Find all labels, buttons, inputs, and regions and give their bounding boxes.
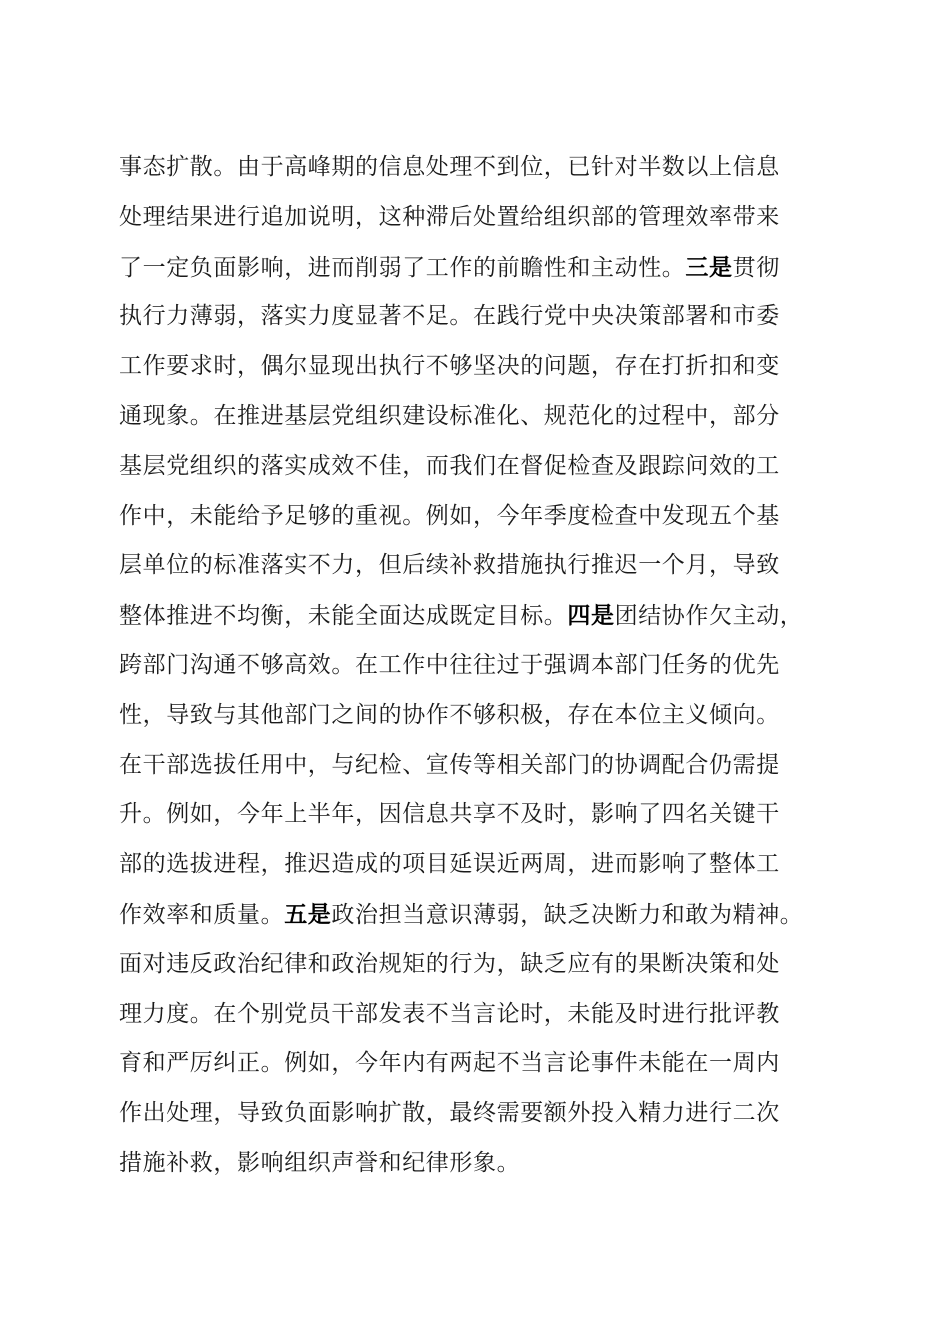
text-segment: 性，导致与其他部门之间的协作不够积极，存在本位主义倾向。	[119, 701, 780, 728]
text-line	[119, 741, 839, 791]
text-segment: 处理结果进行追加说明，这种滞后处置给组织部的管理效率带来	[119, 203, 780, 230]
document-body	[119, 143, 839, 1189]
text-segment: 作效率和质量。	[119, 901, 285, 928]
text-segment: 政治担当意识薄弱，缺乏决断力和敢为精神。	[331, 901, 804, 928]
text-line	[119, 292, 839, 342]
text-segment: 事态扩散。由于高峰期的信息处理不到位，已针对半数以上信息	[119, 154, 780, 180]
text-segment: 面对违反政治纪律和政治规矩的行为，缺乏应有的果断决策和处	[119, 950, 780, 977]
text-line	[119, 990, 839, 1040]
text-segment: 理力度。在个别党员干部发表不当言论时，未能及时进行批评教	[119, 1000, 780, 1027]
text-line	[119, 591, 839, 641]
text-segment: 部的选拔进程，推迟造成的项目延误近两周，进而影响了整体工	[119, 851, 780, 878]
text-segment: 措施补救，影响组织声誉和纪律形象。	[119, 1149, 521, 1176]
text-segment: 团结协作欠主动，	[614, 603, 804, 630]
text-segment: 贯彻	[732, 254, 780, 281]
text-segment: 通现象。在推进基层党组织建设标准化、规范化的过程中，部分	[119, 402, 780, 429]
text-line	[119, 541, 839, 591]
text-line	[119, 442, 839, 492]
text-line	[119, 641, 839, 691]
text-segment: 作中，未能给予足够的重视。例如，今年季度检查中发现五个基	[119, 502, 780, 529]
text-line	[119, 940, 839, 990]
text-segment: 在干部选拔任用中，与纪检、宣传等相关部门的协调配合仍需提	[119, 751, 780, 778]
text-line	[119, 691, 839, 741]
text-line	[119, 243, 839, 293]
text-line	[119, 1089, 839, 1139]
text-segment: 作出处理，导致负面影响扩散，最终需要额外投入精力进行二次	[119, 1100, 780, 1127]
text-line	[119, 193, 839, 243]
text-line	[119, 790, 839, 840]
text-line	[119, 492, 839, 542]
bold-heading-marker: 四是	[567, 602, 615, 630]
text-line	[119, 840, 839, 890]
text-segment: 跨部门沟通不够高效。在工作中往往过于强调本部门任务的优先	[119, 651, 780, 678]
text-segment: 基层党组织的落实成效不佳，而我们在督促检查及跟踪问效的工	[119, 452, 780, 479]
text-line	[119, 392, 839, 442]
text-segment: 整体推进不均衡，未能全面达成既定目标。	[119, 603, 568, 630]
text-segment: 了一定负面影响，进而削弱了工作的前瞻性和主动性。	[119, 254, 686, 281]
text-line	[119, 890, 839, 940]
text-line	[119, 143, 839, 193]
text-segment: 执行力薄弱，落实力度显著不足。在践行党中央决策部署和市委	[119, 303, 780, 330]
bold-heading-marker: 五是	[284, 900, 332, 928]
text-segment: 升。例如，今年上半年，因信息共享不及时，影响了四名关键干	[119, 801, 780, 828]
text-segment: 工作要求时，偶尔显现出执行不够坚决的问题，存在打折扣和变	[119, 353, 780, 380]
text-segment: 育和严厉纠正。例如，今年内有两起不当言论事件未能在一周内	[119, 1050, 780, 1077]
text-line	[119, 342, 839, 392]
text-line	[119, 1039, 839, 1089]
text-segment: 层单位的标准落实不力，但后续补救措施执行推迟一个月，导致	[119, 552, 780, 579]
text-line	[119, 1139, 839, 1189]
bold-heading-marker: 三是	[685, 253, 733, 281]
